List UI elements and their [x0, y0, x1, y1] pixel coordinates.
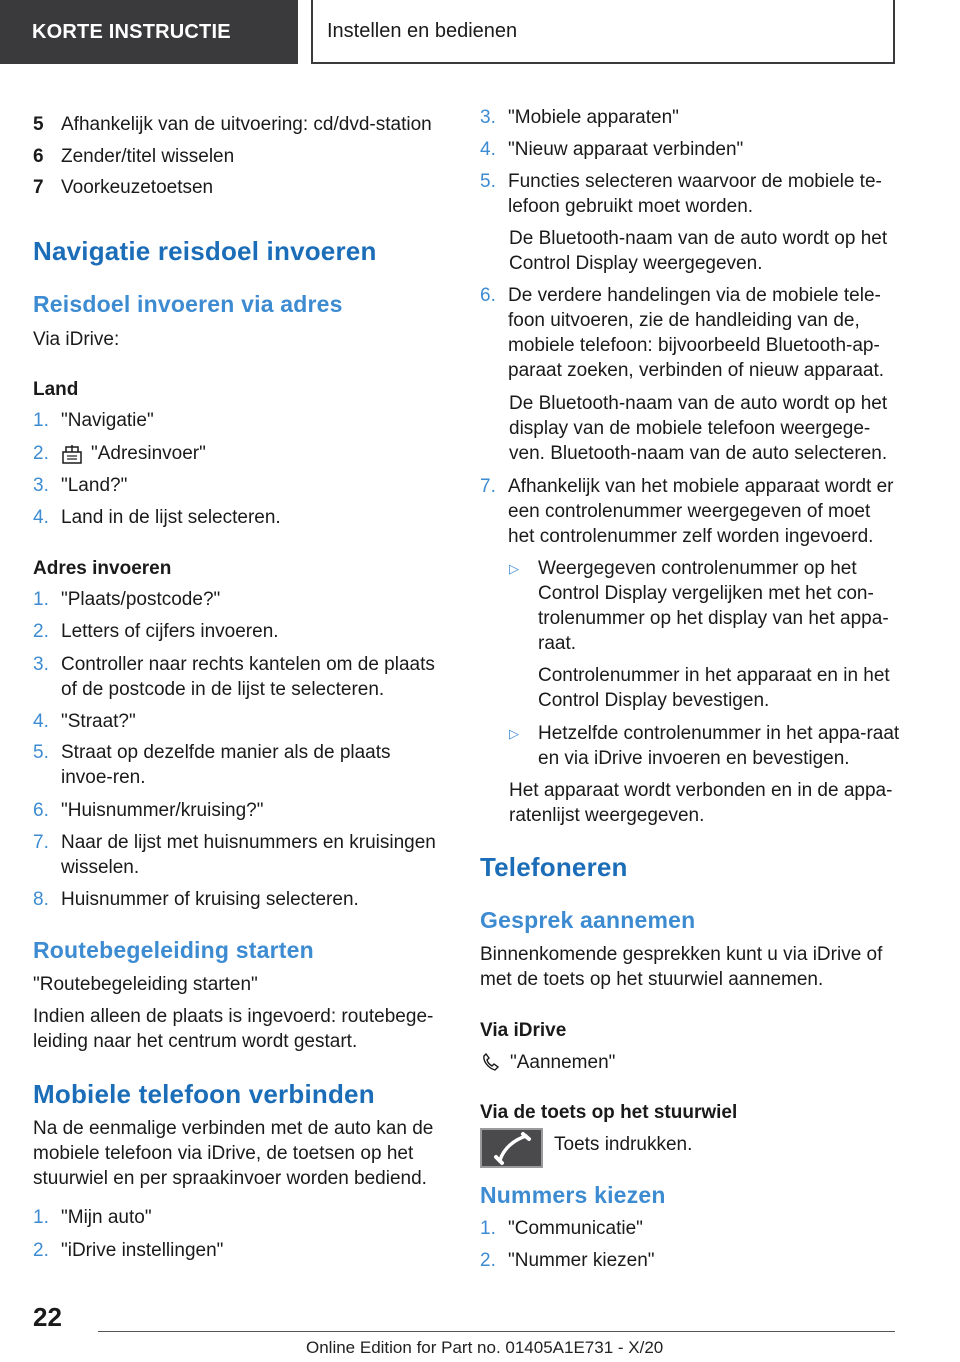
edition-text: Online Edition for Part no. 01405A1E731 - X/20 — [306, 1338, 664, 1357]
via-idrive-action: "Aannemen" — [480, 1050, 900, 1075]
section-tab: KORTE INSTRUCTIE — [0, 0, 298, 64]
label-via-idrive: Via iDrive — [480, 1020, 567, 1041]
call-intro: Binnenkomende gesprekken kunt u via iDrive of met de toets op het stuurwiel aannemen. — [480, 944, 883, 990]
heading-answer-call: Gesprek aannemen — [480, 907, 696, 933]
phone-icon — [480, 1053, 502, 1073]
sub1-note: Controlenummer in het apparaat en in het Control Display bevestigen. — [538, 665, 890, 711]
label-address-entry: Adres invoeren — [33, 558, 172, 579]
phone-key-glyph — [482, 1130, 541, 1166]
heading-dial: Nummers kiezen — [480, 1182, 666, 1208]
heading-route: Routebegeleiding starten — [33, 937, 314, 963]
label-land: Land — [33, 379, 79, 400]
triangle-bullet-icon: ▷ — [509, 561, 519, 576]
footer-divider — [98, 1331, 895, 1332]
step5-note: De Bluetooth-naam van de auto wordt op het Control Display weergegeven. — [509, 228, 888, 274]
chapter-tab: Instellen en bedienen — [311, 0, 895, 64]
step6-note: De Bluetooth-naam van de auto wordt op het display van de mobiele telefoon weergege-ven. Bluetooth-naam van de auto selecteren. — [509, 393, 888, 464]
heading-address: Reisdoel invoeren via adres — [33, 291, 343, 317]
route-text-2: Indien alleen de plaats is ingevoerd: routebege-leiding naar het centrum wordt gestart. — [33, 1006, 434, 1052]
page-number: 22 — [33, 1302, 62, 1332]
triangle-bullet-icon: ▷ — [509, 726, 519, 741]
phone-key-icon — [480, 1128, 543, 1168]
heading-telephone: Telefoneren — [480, 852, 628, 882]
address-intro: Via iDrive: — [33, 329, 120, 350]
phone-intro: Na de eenmalige verbinden met de auto kan de mobiele telefoon via iDrive, de toetsen op het stuurwiel en per spraakinvoer worden bediend. — [33, 1118, 434, 1189]
heading-navigation: Navigatie reisdoel invoeren — [33, 236, 377, 266]
via-wheel-action: Toets indrukken. — [554, 1134, 693, 1155]
address-book-icon — [61, 444, 83, 464]
route-text-1: "Routebegeleiding starten" — [33, 974, 258, 995]
heading-phone-connect: Mobiele telefoon verbinden — [33, 1079, 375, 1109]
label-via-wheel: Via de toets op het stuurwiel — [480, 1102, 738, 1123]
step7-note: Het apparaat wordt verbonden en in de appa-ratenlijst weergegeven. — [509, 780, 893, 826]
